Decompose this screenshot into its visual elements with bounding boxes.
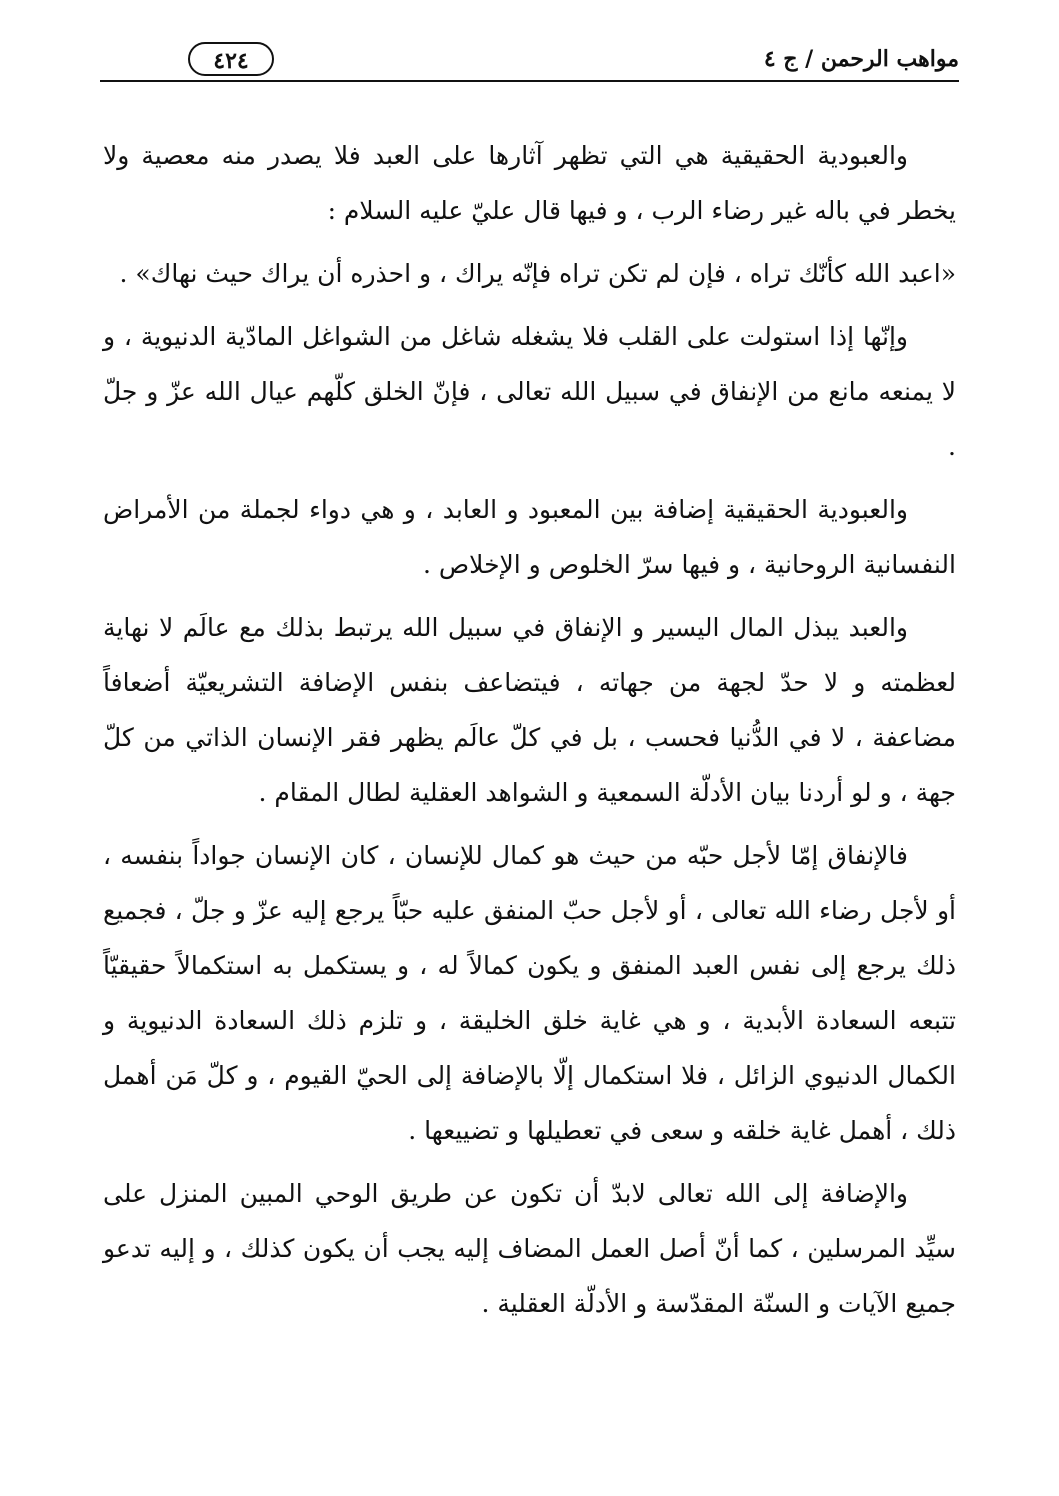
paragraph: والعبودية الحقيقية إضافة بين المعبود و العابد ، و هي دواء لجملة من الأمراض النفسانية الروحانية ، و فيها سرّ الخلوص و الإخلاص . [103,495,956,579]
paragraph: والإضافة إلى الله تعالى لابدّ أن تكون عن طريق الوحي المبين المنزل على سيِّد المرسلين ، كما أنّ أصل العمل المضاف إليه يجب أن يكون كذلك ، و إليه تدعو جميع الآيات و السنّة المقدّسة و الأدلّة العقلية . [103,1179,956,1318]
paragraph: والعبودية الحقيقية هي التي تظهر آثارها على العبد فلا يصدر منه معصية ولا يخطر في باله غير رضاء الرب ، و فيها قال عليّ عليه السلام : [103,141,956,225]
quote-paragraph: «اعبد الله كأنّك تراه ، فإن لم تكن تراه فإنّه يراك ، و احذره أن يراك حيث نهاك» . [119,259,956,288]
header-rule [100,80,959,82]
running-title: مواهب الرحمن / ج ٤ [763,46,959,72]
paragraph: وإنّها إذا استولت على القلب فلا يشغله شاغل من الشواغل المادّية الدنيوية ، و لا يمنعه مانع من الإنفاق في سبيل الله تعالى ، فإنّ الخلق كلّهم عيال الله عزّ و جلّ . [103,322,956,461]
paragraph: فالإنفاق إمّا لأجل حبّه من حيث هو كمال للإنسان ، كان الإنسان جواداً بنفسه ، أو لأجل رضاء الله تعالى ، أو لأجل حبّ المنفق عليه حبّاً يرجع إليه عزّ و جلّ ، فجميع ذلك يرجع إلى نفس العبد المنفق و يكون كمالاً له ، و يستكمل به استكمالاً حقيقيّاً تتبعه السعادة الأبدية ، و هي غاية خلق الخليقة ، و تلزم ذلك السعادة الدنيوية و الكمال الدنيوي الزائل ، فلا استكمال إلّا بالإضافة إلى الحيّ القيوم ، و كلّ مَن أهمل ذلك ، أهمل غاية خلقه و سعى في تعطيلها و تضييعها . [103,841,956,1145]
paragraph: والعبد يبذل المال اليسير و الإنفاق في سبيل الله يرتبط بذلك مع عالَم لا نهاية لعظمته و لا حدّ لجهة من جهاته ، فيتضاعف بنفس الإضافة التشريعيّة أضعافاً مضاعفة ، لا في الدُّنيا فحسب ، بل في كلّ عالَم يظهر فقر الإنسان الذاتي من كلّ جهة ، و لو أردنا بيان الأدلّة السمعية و الشواهد العقلية لطال المقام . [103,613,956,807]
page-number: ٤٢٤ [188,42,274,76]
body-text [103,128,956,1339]
page-header [100,40,959,88]
